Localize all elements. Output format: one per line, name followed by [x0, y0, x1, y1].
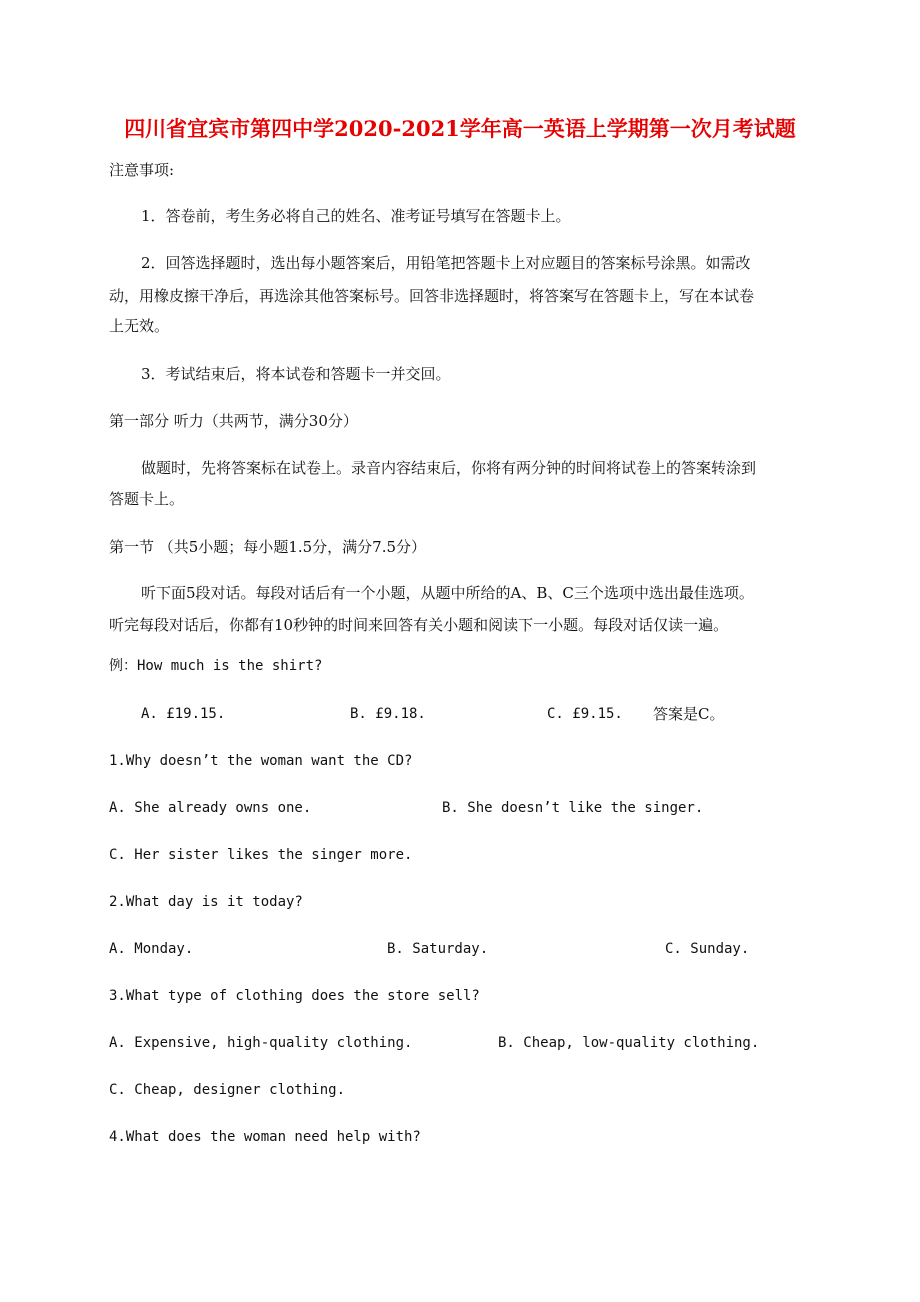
part1-heading: 第一部分 听力（共两节，满分30分） [109, 412, 358, 430]
example-option-b: B. £9.18. [350, 706, 426, 722]
question-3-option-a: A. Expensive, high-quality clothing. [109, 1035, 413, 1051]
question-2: 2.What day is it today? [109, 894, 303, 910]
question-1-option-b: B. She doesn’t like the singer. [442, 800, 704, 816]
example-question: 例：How much is the shirt? [109, 658, 323, 674]
question-2-option-b: B. Saturday. [387, 941, 489, 957]
notice-item-2-line-2: 动，用橡皮擦干净后，再选涂其他答案标号。回答非选择题时，将答案写在答题卡上，写在本试卷 [109, 287, 755, 305]
section1-instruction-line-1: 听下面5段对话。每段对话后有一个小题，从题中所给的A、B、C三个选项中选出最佳选项。 [141, 584, 754, 602]
question-2-option-c: C. Sunday. [665, 941, 750, 957]
notice-item-2-line-1: 2．回答选择题时，选出每小题答案后，用铅笔把答题卡上对应题目的答案标号涂黑。如需改 [141, 254, 751, 272]
example-option-c: C. £9.15. [547, 706, 623, 722]
question-1: 1.Why doesn’t the woman want the CD? [109, 753, 413, 769]
question-1-option-c: C. Her sister likes the singer more. [109, 847, 413, 863]
part1-instruction-line-2: 答题卡上。 [109, 490, 185, 508]
question-3-option-c: C. Cheap, designer clothing. [109, 1082, 346, 1098]
example-answer: 答案是C。 [653, 705, 725, 723]
part1-instruction-line-1: 做题时，先将答案标在试卷上。录音内容结束后，你将有两分钟的时间将试卷上的答案转涂到 [141, 459, 757, 477]
example-option-a: A. £19.15. [141, 706, 226, 722]
question-4: 4.What does the woman need help with? [109, 1129, 421, 1145]
question-3: 3.What type of clothing does the store sell? [109, 988, 480, 1004]
question-1-option-a: A. She already owns one. [109, 800, 312, 816]
section1-heading: 第一节 （共5小题；每小题1.5分，满分7.5分） [109, 538, 427, 556]
question-2-option-a: A. Monday. [109, 941, 194, 957]
notice-item-3: 3．考试结束后，将本试卷和答题卡一并交回。 [141, 365, 451, 383]
page-title: 四川省宜宾市第四中学2020-2021学年高一英语上学期第一次月考试题 [124, 116, 796, 141]
section1-instruction-line-2: 听完每段对话后，你都有10秒钟的时间来回答有关小题和阅读下一小题。每段对话仅读一遍。 [109, 616, 729, 634]
notice-item-1: 1．答卷前，考生务必将自己的姓名、准考证号填写在答题卡上。 [141, 207, 571, 225]
notice-heading: 注意事项: [109, 161, 175, 179]
question-3-option-b: B. Cheap, low-quality clothing. [498, 1035, 760, 1051]
notice-item-2-line-3: 上无效。 [109, 317, 170, 335]
